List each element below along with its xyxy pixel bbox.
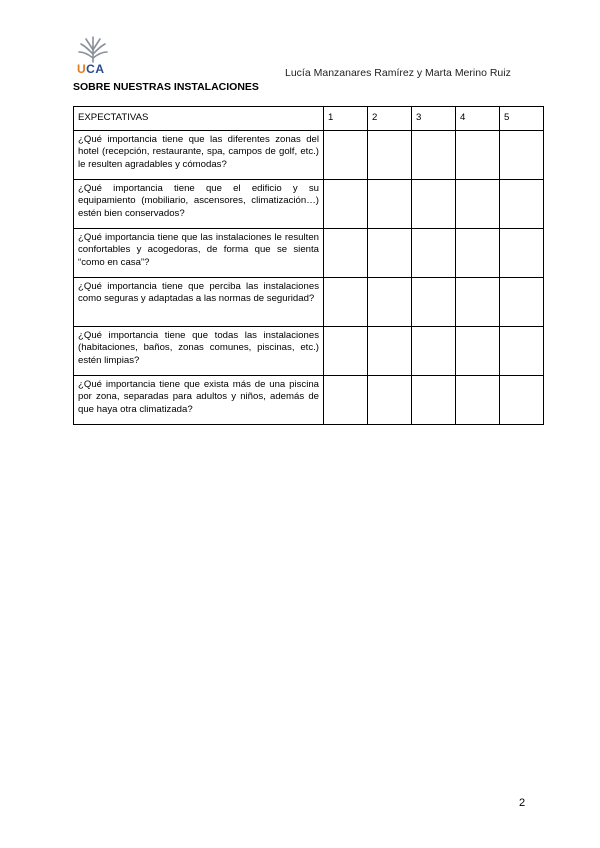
table-header-row [74,107,544,131]
rating-cell-3[interactable] [412,327,456,376]
rating-cell-3[interactable] [412,180,456,229]
logo-ca: CA [86,62,105,76]
table-row [74,278,544,327]
question-cell: ¿Qué importancia tiene que exista más de una piscina por zona, separadas para adultos y niños, además de que haya otra climatizada? [74,376,324,425]
rating-cell-5[interactable] [500,131,544,180]
rating-cell-3[interactable] [412,229,456,278]
rating-cell-4[interactable] [456,376,500,425]
table-row [74,327,544,376]
rating-cell-2[interactable] [368,327,412,376]
rating-cell-2[interactable] [368,376,412,425]
rating-cell-4[interactable] [456,278,500,327]
section-title: SOBRE NUESTRAS INSTALACIONES [73,81,259,93]
rating-cell-1[interactable] [324,180,368,229]
rating-cell-1[interactable] [324,278,368,327]
rating-cell-3[interactable] [412,278,456,327]
header-cell-4: 4 [456,107,500,131]
table-row [74,229,544,278]
question-cell: ¿Qué importancia tiene que perciba las instalaciones como seguras y adaptadas a las normas de seguridad? [74,278,324,327]
rating-cell-5[interactable] [500,327,544,376]
question-cell: ¿Qué importancia tiene que las diferentes zonas del hotel (recepción, restaurante, spa, campos de golf, etc.) le resulten agradables y cómodas? [74,131,324,180]
question-cell: ¿Qué importancia tiene que todas las instalaciones (habitaciones, baños, zonas comunes, piscinas, etc.) estén limpias? [74,327,324,376]
rating-cell-1[interactable] [324,229,368,278]
logo-u: U [77,62,87,76]
question-cell: ¿Qué importancia tiene que las instalaciones le resulten confortables y acogedoras, de forma que se sienta “como en casa”? [74,229,324,278]
rating-cell-1[interactable] [324,376,368,425]
rating-cell-1[interactable] [324,131,368,180]
rating-cell-2[interactable] [368,229,412,278]
question-cell: ¿Qué importancia tiene que el edificio y su equipamiento (mobiliario, ascensores, climatización…) estén bien conservados? [74,180,324,229]
survey-table [73,106,544,425]
rating-cell-4[interactable] [456,229,500,278]
header-cell-expectativas: EXPECTATIVAS [74,107,324,131]
header-cell-5: 5 [500,107,544,131]
rating-cell-5[interactable] [500,180,544,229]
rating-cell-4[interactable] [456,180,500,229]
rating-cell-2[interactable] [368,180,412,229]
header-authors: Lucía Manzanares Ramírez y Marta Merino Ruiz [285,67,511,79]
rating-cell-5[interactable] [500,229,544,278]
rating-cell-2[interactable] [368,131,412,180]
rating-cell-5[interactable] [500,376,544,425]
page-number: 2 [519,797,526,809]
header-cell-3: 3 [412,107,456,131]
table-row [74,376,544,425]
rating-cell-2[interactable] [368,278,412,327]
rating-cell-3[interactable] [412,131,456,180]
header-cell-1: 1 [324,107,368,131]
rating-cell-3[interactable] [412,376,456,425]
rating-cell-4[interactable] [456,131,500,180]
logo-wordmark [77,62,105,76]
rating-cell-4[interactable] [456,327,500,376]
rating-cell-5[interactable] [500,278,544,327]
header-cell-2: 2 [368,107,412,131]
table-row [74,131,544,180]
table-row [74,180,544,229]
rating-cell-1[interactable] [324,327,368,376]
